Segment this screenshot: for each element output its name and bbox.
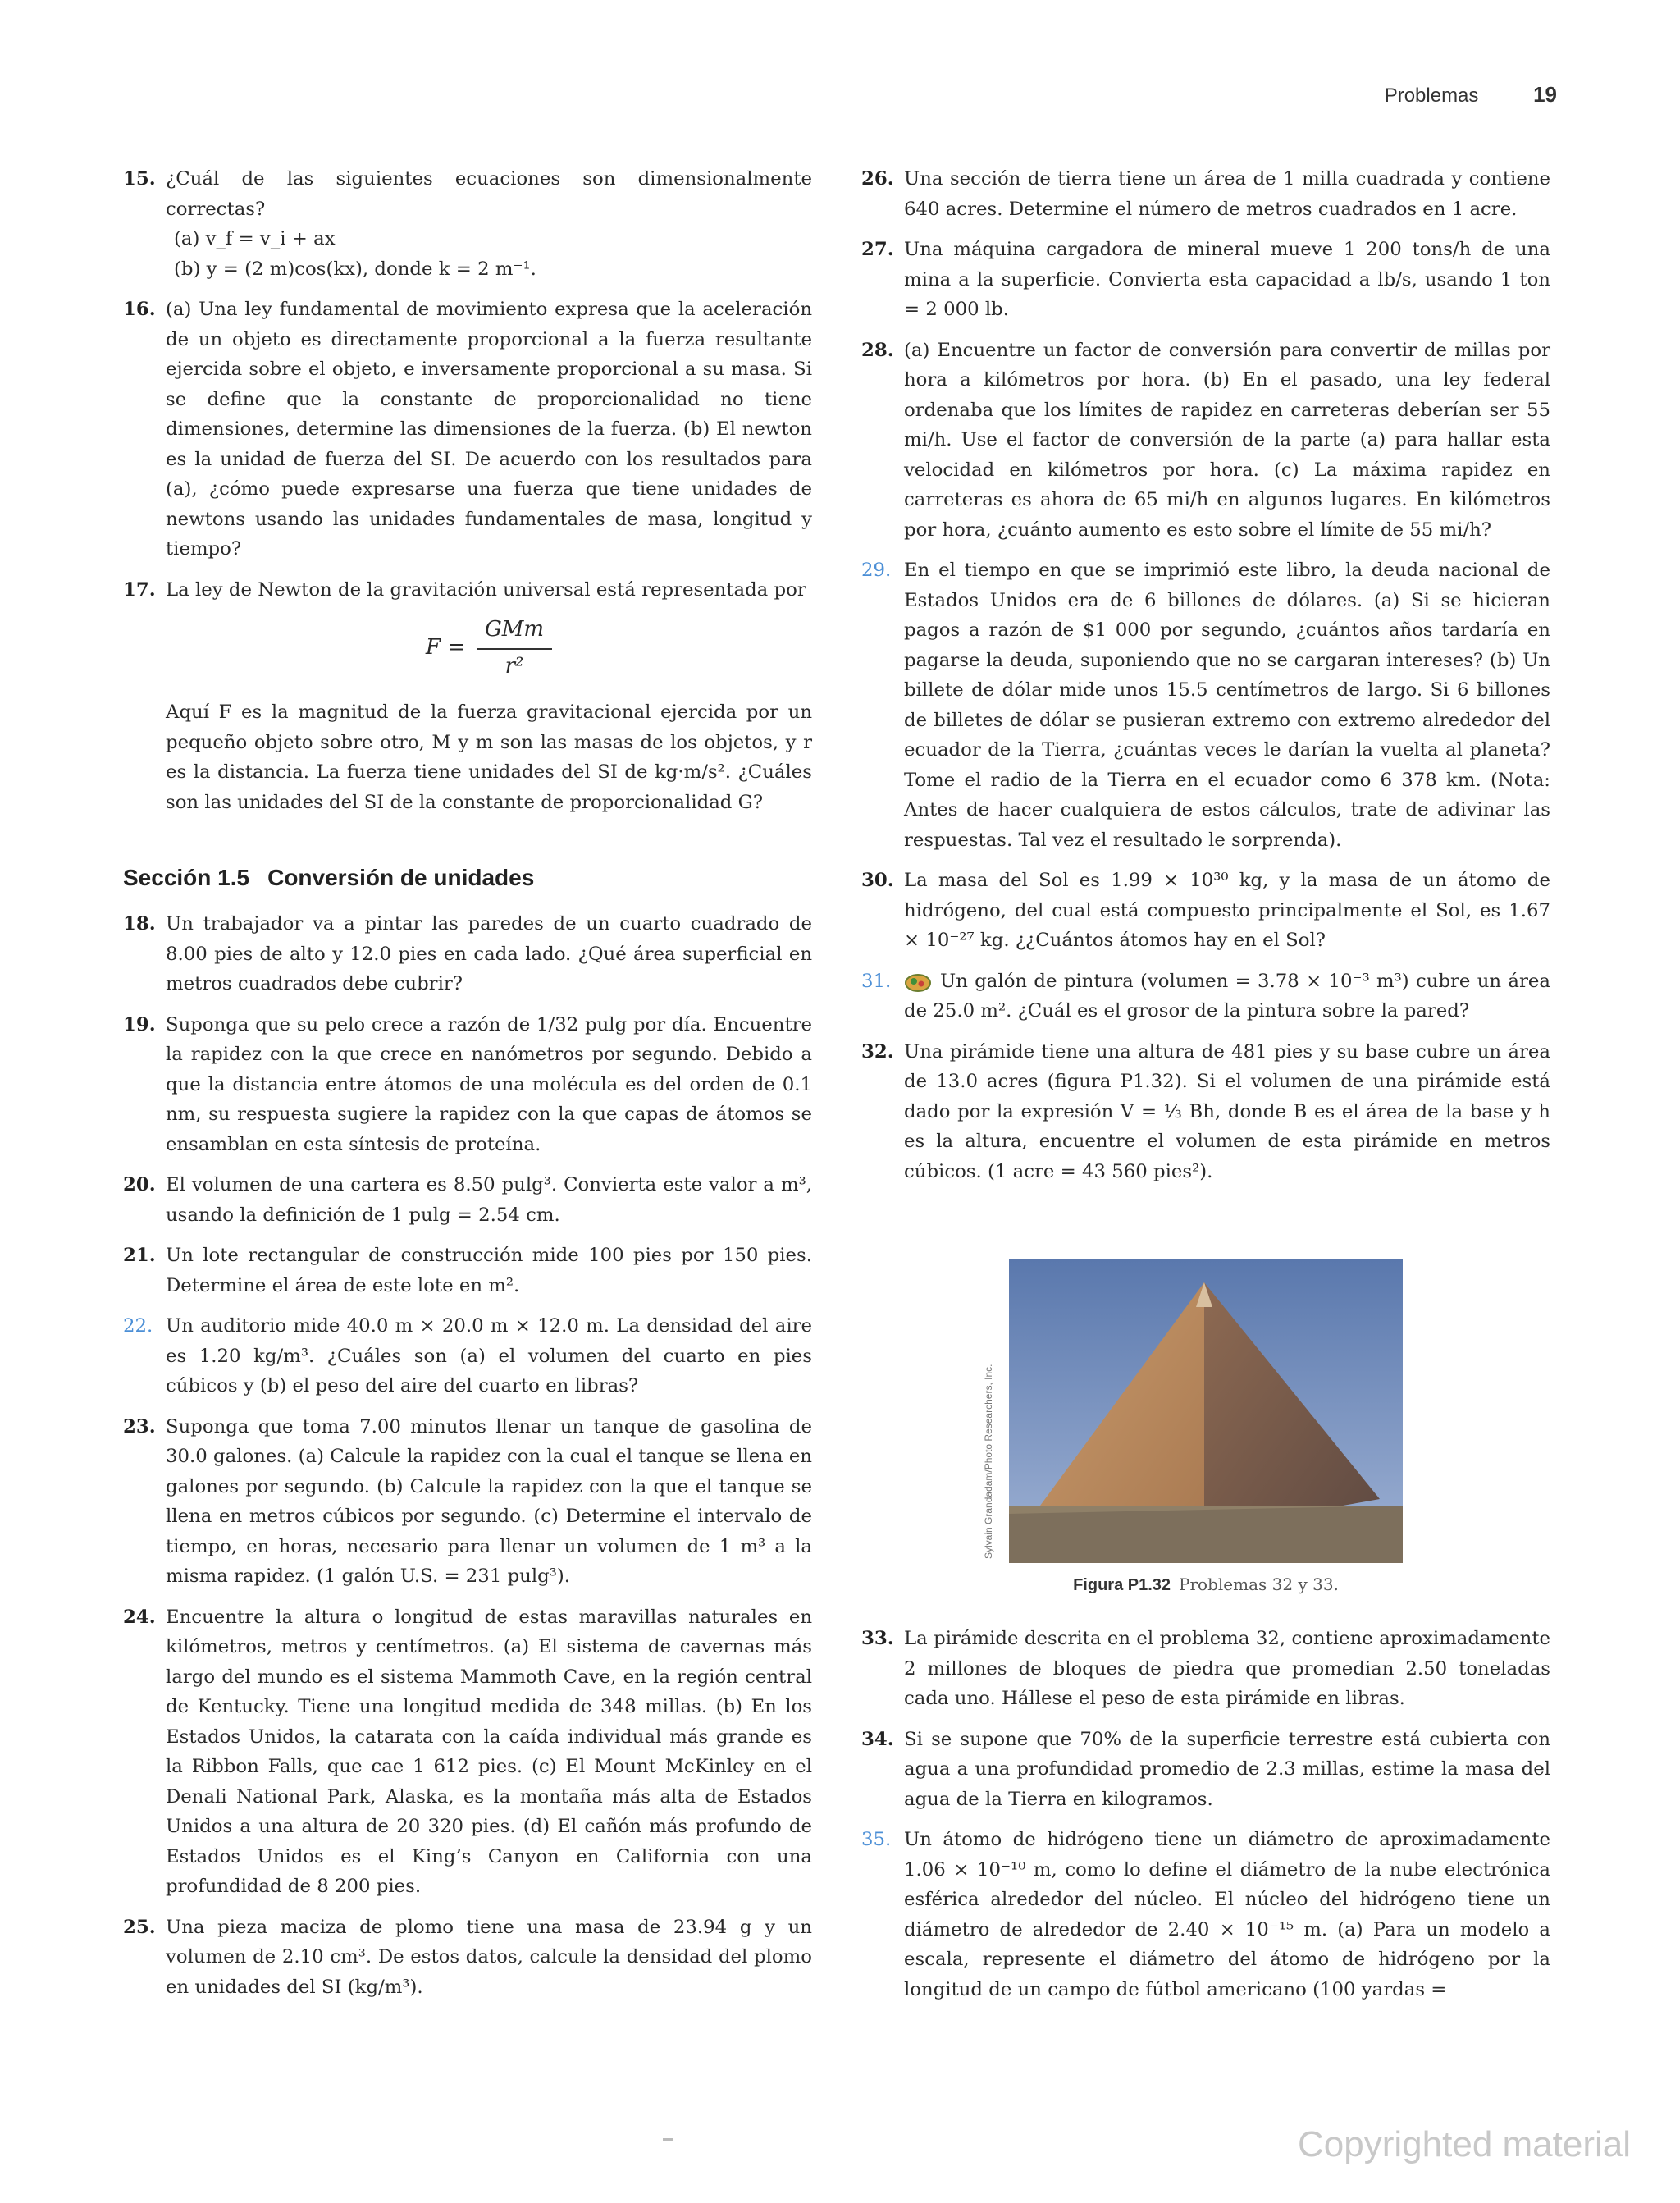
right-column <box>861 164 1550 2015</box>
problem-text: Suponga que su pelo crece a razón de 1/32 pulg por día. Encuentre la rapidez con la que crece en nanómetros por segundo. Debido a que la distancia entre átomos de una molécula es del orden de 0.1 nm, su respuesta sugiere la rapidez con la que capas de átomos se ensamblan en esta síntesis de proteína. <box>166 1013 812 1155</box>
running-head <box>1385 82 1557 107</box>
problem-34 <box>861 1725 1550 1815</box>
problem-text-continued: Aquí F es la magnitud de la fuerza gravitacional ejercida por un pequeño objeto sobre otro, M y m son las masas de los objetos, y r es la distancia. La fuerza tiene unidades del SI de kg·m/s². ¿Cuáles son las unidades del SI de la constante de proporcionalidad G? <box>166 702 812 813</box>
problem-text: La pirámide descrita en el problema 32, contiene aproximadamente 2 millones de bloques de piedra que promedian 2.50 toneladas cada uno. Hállese el peso de esta pirámide en libras. <box>904 1628 1550 1709</box>
problem-number: 32. <box>861 1040 894 1063</box>
problem-number: 15. <box>123 168 156 190</box>
problem-text: Un auditorio mide 40.0 m × 20.0 m × 12.0 m. La densidad del aire es 1.20 kg/m³. ¿Cuáles son (a) el volumen del cuarto en pies cúbicos y (b) el peso del aire del cuarto en libras? <box>166 1315 812 1396</box>
problem-32 <box>861 1037 1550 1187</box>
problem-number: 28. <box>861 339 894 361</box>
paint-icon <box>904 971 932 993</box>
page-mark <box>663 2138 673 2141</box>
figure-label: Figura P1.32 <box>1073 1576 1171 1594</box>
problem-part-b: (b) y = (2 m)cos(kx), donde k = 2 m⁻¹. <box>174 258 536 280</box>
page-number: 19 <box>1533 82 1557 107</box>
problem-number: 29. <box>861 560 892 581</box>
problem-15 <box>123 164 812 284</box>
problem-number: 18. <box>123 913 156 935</box>
problem-number: 26. <box>861 168 894 190</box>
section-label: Sección 1.5 <box>123 865 250 890</box>
problem-18 <box>123 909 812 999</box>
problem-number: 34. <box>861 1728 894 1750</box>
formula-denominator: r² <box>504 653 524 679</box>
problem-26 <box>861 164 1550 224</box>
problem-text: Una máquina cargadora de mineral mueve 1 200 tons/h de una mina a la superficie. Convierta esta capacidad a lb/s, usando 1 ton = 2 000 lb. <box>904 239 1550 320</box>
figure-caption-text: Problemas 32 y 33. <box>1179 1575 1339 1594</box>
problem-20 <box>123 1170 812 1230</box>
problem-text: La ley de Newton de la gravitación universal está representada por <box>166 578 806 601</box>
problem-text: Una pirámide tiene una altura de 481 pies y su base cubre un área de 13.0 acres (figura P1.32). Si el volumen de una pirámide está dado por la expresión V = ⅓ Bh, donde B es el área de la base y h es la altura, encuentre el volumen de esta pirámide en metros cúbicos. (1 acre = 43 560 pies²). <box>904 1040 1550 1182</box>
problem-24 <box>123 1602 812 1902</box>
problem-17 <box>123 575 812 818</box>
problem-text: Encuentre la altura o longitud de estas maravillas naturales en kilómetros, metros y centímetros. (a) El sistema de cavernas más largo del mundo es el sistema Mammoth Cave, en la región central de Kentucky. Tiene una longitud medida de 348 millas. (b) En los Estados Unidos, la catarata con la caída individual más grande es la Ribbon Falls, que cae 1 612 pies. (c) El Mount McKinley en el Denali National Park, Alaska, es la montaña más alta de Estados Unidos a una altura de 20 320 pies. (d) El cañón más profundo de Estados Unidos es el King’s Canyon en California con una profundidad de 8 200 pies. <box>166 1606 812 1897</box>
formula-fraction <box>477 615 552 681</box>
problem-text: Una pieza maciza de plomo tiene una masa de 23.94 g y un volumen de 2.10 cm³. De estos datos, calcule la densidad del plomo en unidades del SI (kg/m³). <box>166 1916 812 1998</box>
problem-number: 20. <box>123 1174 156 1195</box>
problem-text: ¿Cuál de las siguientes ecuaciones son dimensionalmente correctas? <box>166 168 812 220</box>
pyramid-image <box>1009 1259 1403 1563</box>
figure-p1-32 <box>1009 1259 1403 1595</box>
problem-number: 27. <box>861 239 894 260</box>
problem-number: 23. <box>123 1415 156 1437</box>
problem-number: 24. <box>123 1606 156 1628</box>
copyright-watermark: Copyrighted material <box>1298 2124 1631 2164</box>
formula-numerator: GMm <box>477 615 552 650</box>
problem-text: Un trabajador va a pintar las paredes de un cuarto cuadrado de 8.00 pies de alto y 12.0 pies en cada lado. ¿Qué área superficial en metros cuadrados debe cubrir? <box>166 913 812 994</box>
problem-19 <box>123 1010 812 1160</box>
running-title: Problemas <box>1384 85 1479 107</box>
problem-number: 33. <box>861 1628 894 1649</box>
problem-30 <box>861 866 1550 956</box>
photo-credit: Sylvain Grandadam/Photo Researchers, Inc. <box>983 1364 994 1559</box>
problem-21 <box>123 1241 812 1300</box>
problem-25 <box>123 1913 812 2003</box>
problem-part-a: (a) v_f = v_i + ax <box>174 228 336 249</box>
problem-text: La masa del Sol es 1.99 × 10³⁰ kg, y la masa de un átomo de hidrógeno, del cual está compuesto principalmente el Sol, es 1.67 × 10⁻²⁷ kg. ¿¿Cuántos átomos hay en el Sol? <box>904 870 1550 951</box>
problem-number: 22. <box>123 1315 153 1337</box>
problem-22 <box>123 1311 812 1401</box>
formula-lhs: F = <box>425 635 466 660</box>
gravitation-formula <box>166 615 812 681</box>
problem-text: Suponga que toma 7.00 minutos llenar un tanque de gasolina de 30.0 galones. (a) Calcule la rapidez con la cual el tanque se llena en galones por segundo. (b) Calcule la rapidez con la que el tanque se llena en metros cúbicos por segundo. (c) Determine el intervalo de tiempo, en horas, necesario para llenar un volumen de 1 m³ a la misma rapidez. (1 galón U.S. = 231 pulg³). <box>166 1415 812 1587</box>
problem-number: 19. <box>123 1013 156 1035</box>
problem-number: 25. <box>123 1916 156 1938</box>
problem-29 <box>861 555 1550 855</box>
problem-27 <box>861 235 1550 325</box>
problem-text: Un átomo de hidrógeno tiene un diámetro de aproximadamente 1.06 × 10⁻¹⁰ m, como lo define el diámetro de la nube electrónica esférica alrededor del núcleo. El núcleo del hidrógeno tiene un diámetro de alrededor de 2.40 × 10⁻¹⁵ m. (a) Para un modelo a escala, represente el diámetro del átomo de hidrógeno por la longitud de un campo de fútbol americano (100 yardas = <box>904 1829 1550 2000</box>
problem-text: Una sección de tierra tiene un área de 1 milla cuadrada y contiene 640 acres. Determine el número de metros cuadrados en 1 acre. <box>904 168 1550 220</box>
problem-number: 17. <box>123 578 156 601</box>
section-name: Conversión de unidades <box>267 865 535 890</box>
problem-35 <box>861 1825 1550 2004</box>
problem-text: Si se supone que 70% de la superficie terrestre está cubierta con agua a una profundidad promedio de 2.3 millas, estime la masa del agua de la Tierra en kilogramos. <box>904 1728 1550 1810</box>
pyramid-photo <box>1009 1259 1403 1563</box>
problem-number: 31. <box>861 970 892 992</box>
problem-text: En el tiempo en que se imprimió este libro, la deuda nacional de Estados Unidos era de 6 billones de dólares. (a) Si se hicieran pagos a razón de $1 000 por segundo, ¿cuántos años tardaría en pagarse la deuda, suponiendo que no se cargaran intereses? (b) Un billete de dólar mide unos 15.5 centímetros de largo. Si 6 billones de billetes de dólar se pusieran extremo con extremo alrededor del ecuador de la Tierra, ¿cuántas veces le darían la vuelta al planeta? Tome el radio de la Tierra en el ecuador como 6 378 km. (Nota: Antes de hacer cualquiera de estos cálculos, trate de adivinar las respuestas. Tal vez el resultado le sorprenda). <box>904 560 1550 851</box>
left-column <box>123 164 812 2013</box>
problem-number: 35. <box>861 1829 892 1850</box>
problem-number: 21. <box>123 1245 156 1266</box>
problem-text: Un galón de pintura (volumen = 3.78 × 10⁻³ m³) cubre un área de 25.0 m². ¿Cuál es el grosor de la pintura sobre la pared? <box>904 970 1550 1022</box>
problem-text: Un lote rectangular de construcción mide 100 pies por 150 pies. Determine el área de este lote en m². <box>166 1245 812 1296</box>
figure-caption <box>1009 1575 1403 1595</box>
problem-text: (a) Una ley fundamental de movimiento expresa que la aceleración de un objeto es directamente proporcional a la fuerza resultante ejercida sobre el objeto, e inversamente proporcional a su masa. Si se define que la constante de proporcionalidad no tiene dimensiones, determine las dimensiones de la fuerza. (b) El newton es la unidad de fuerza del SI. De acuerdo con los resultados para (a), ¿cómo puede expresarse una fuerza que tiene unidades de newtons usando las unidades fundamentales de masa, longitud y tiempo? <box>166 299 812 560</box>
problem-text: (a) Encuentre un factor de conversión para convertir de millas por hora a kilómetros por hora. (b) En el pasado, una ley federal ordenaba que los límites de rapidez en carreteras deberían ser 55 mi/h. Use el factor de conversión de la parte (a) para hallar esta velocidad en kilómetros por hora. (c) La máxima rapidez en carreteras es ahora de 65 mi/h en algunos lugares. En kilómetros por hora, ¿cuánto aumento es esto sobre el límite de 55 mi/h? <box>904 339 1550 541</box>
problem-number: 16. <box>123 299 156 320</box>
problem-23 <box>123 1412 812 1592</box>
problem-33 <box>861 1624 1550 1714</box>
problem-text: El volumen de una cartera es 8.50 pulg³. Convierta este valor a m³, usando la definición de 1 pulg = 2.54 cm. <box>166 1174 812 1226</box>
problem-31 <box>861 967 1550 1026</box>
section-heading <box>123 865 812 891</box>
problem-16 <box>123 295 812 564</box>
problem-28 <box>861 336 1550 546</box>
problem-number: 30. <box>861 870 894 891</box>
